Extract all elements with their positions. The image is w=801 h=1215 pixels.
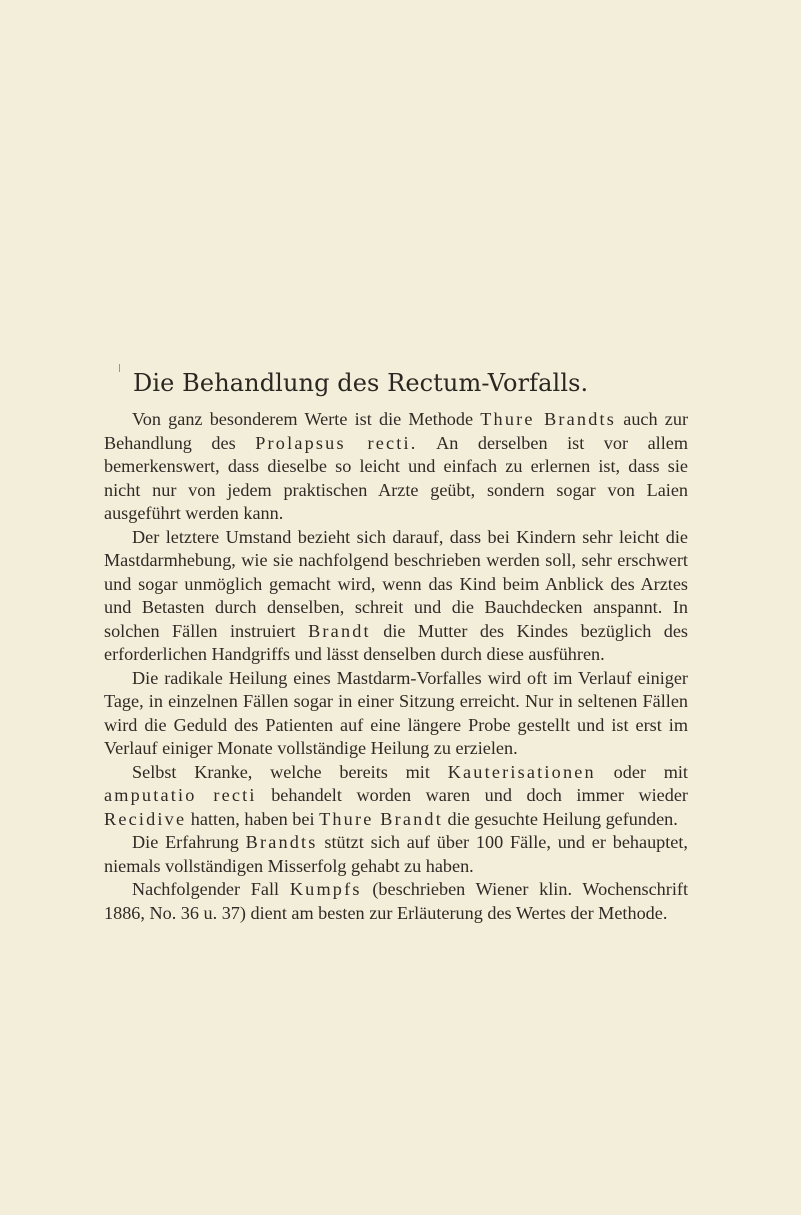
emphasized-name: Brandt [308,620,371,641]
text-run: Von ganz besonderem Werte ist die Methode [132,409,481,429]
text-run: die Mutter des Kindes bezüglich des erforderlichen Handgriffs und lässt denselben durch diese ausführen. [104,620,688,664]
page-title: Die Behandlung des Rectum-Vorfalls. [133,369,589,397]
text-run: stützt sich auf über 100 Fälle, und er behauptet, niemals vollständigen Misserfolg gehabt zu haben. [104,832,688,876]
text-run: Nachfolgender Fall [132,879,290,899]
text-run: die gesuchte Heilung gefunden. [442,808,678,829]
text-run: hatten, haben bei [186,808,320,829]
emphasized-name: Prolapsus recti. [255,432,418,453]
text-run: Die radikale Heilung eines Mastdarm-Vorfalles wird oft im Verlauf einiger Tage, in einzelnen Fällen sogar in einer Sitzung erreicht. Nur in seltenen Fällen wird die Geduld des Patienten auf eine längere Probe gestellt und ist erst im Verlauf einiger Monate vollständige Heilung zu erzielen. [104,667,688,758]
emphasized-name: Thure Brandt [319,808,443,829]
paragraph [104,526,688,667]
text-run: (beschrieben Wiener klin. Wochenschrift 1886, No. 36 u. 37) dient am besten zur Erläuterung des Wertes der Methode. [104,879,688,923]
emphasized-name: Kumpfs [289,879,362,899]
emphasized-name: Thure Brandts [480,409,617,429]
paragraph [104,761,688,832]
scan-mark [119,364,120,372]
text-run: oder mit [595,761,688,782]
text-run: auch zur Behandlung des [104,409,689,453]
emphasized-name: Kauterisationen [447,761,596,782]
emphasized-name: Recidive [104,808,187,829]
text-run: Die Erfahrung [132,832,246,852]
emphasized-name: amputatio recti [104,785,257,805]
emphasized-name: Brandts [245,832,318,852]
body-text [104,408,688,925]
text-run: Der letztere Umstand bezieht sich darauf, dass bei Kindern sehr leicht die Mastdarmhebung, wie sie nachfolgend beschrieben werden soll, sehr erschwert und sogar unmöglich gemacht wird, wenn das Kind beim Anblick des Arztes und Betasten durch denselben, schreit und die Bauchdecken anspannt. In solchen Fällen instruiert [104,526,688,641]
paragraph [104,408,688,526]
text-run: Selbst Kranke, welche bereits mit [132,761,448,782]
text-run: behandelt worden waren und doch immer wieder [256,785,688,805]
text-run: An derselben ist vor allem bemerkenswert, dass dieselbe so leicht und einfach zu erlernen ist, dass sie nicht nur von jedem praktischen Arzte geübt, sondern sogar von Laien ausgeführt werden kann. [104,432,688,523]
paragraph [104,667,688,761]
paragraph [104,831,688,878]
paragraph [104,878,688,925]
